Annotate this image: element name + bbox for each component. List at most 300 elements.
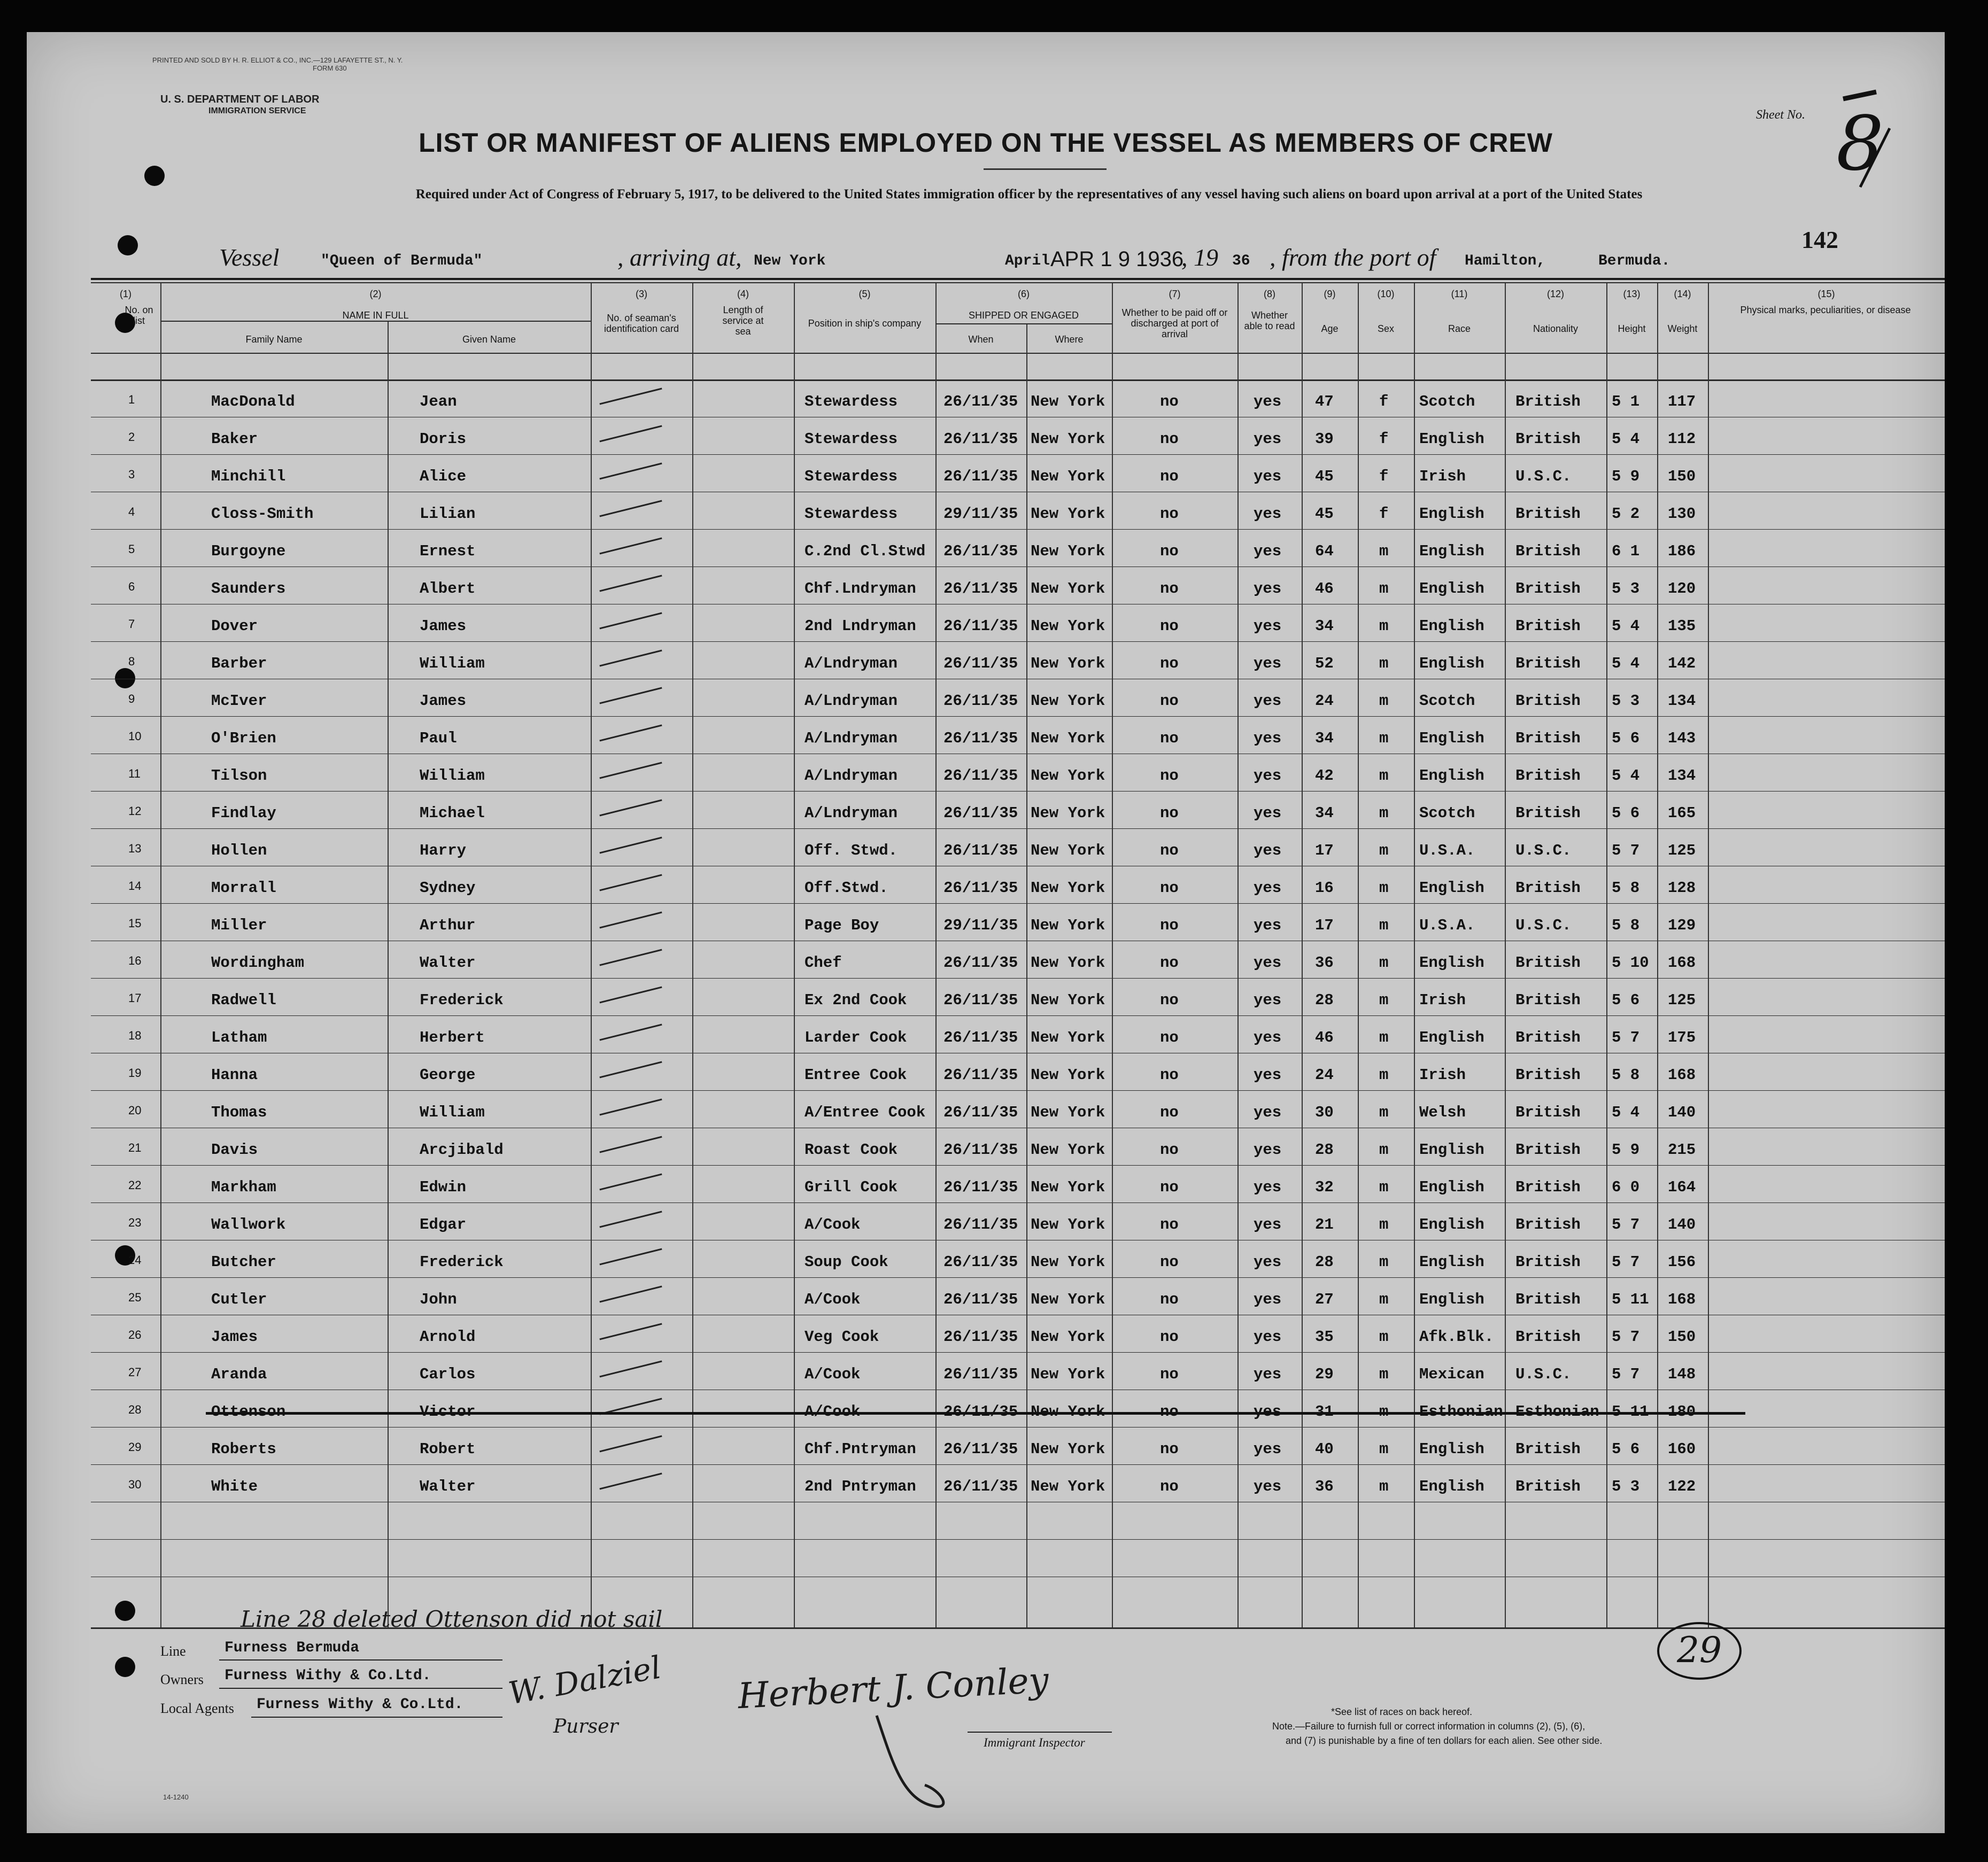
cell-shipped-where: New York [1031,468,1105,485]
cell-paid-off: no [1160,1141,1179,1159]
cell-weight: 215 [1668,1141,1696,1159]
cell-weight: 168 [1668,954,1696,972]
cell-row-number: 16 [128,954,142,967]
table-row [27,529,1945,567]
cell-position: Stewardess [805,393,898,410]
cell-sex: m [1379,1291,1389,1308]
col-num-5: (5) [858,289,871,299]
cell-given-name: Alice [420,468,467,485]
cell-shipped-when: 26/11/35 [943,1178,1018,1196]
table-row [27,641,1945,679]
table-row [27,1090,1945,1128]
col-num-3: (3) [636,289,647,299]
cell-able-to-read: yes [1254,879,1282,897]
agents-value: Furness Withy & Co.Ltd. [257,1696,463,1713]
cell-able-to-read: yes [1254,655,1282,672]
cell-age: 32 [1315,1178,1334,1196]
cell-race: English [1419,1141,1484,1159]
table-row [27,379,1945,417]
cell-paid-off: no [1160,730,1179,747]
cell-shipped-where: New York [1031,692,1105,710]
cell-height: 5 7 [1612,1253,1640,1271]
cell-weight: 142 [1668,655,1696,672]
cell-shipped-when: 26/11/35 [943,1440,1018,1458]
cell-age: 21 [1315,1216,1334,1233]
shipped-header-rule [935,323,1112,324]
cell-row-number: 8 [128,655,135,668]
seaman-id-dash [599,1436,662,1453]
cell-row-number: 2 [128,430,135,444]
sheet-label: Sheet No. [1756,108,1805,122]
cell-family-name: Thomas [211,1104,267,1121]
cell-able-to-read: yes [1254,767,1282,785]
cell-age: 28 [1315,1253,1334,1271]
cell-shipped-where: New York [1031,879,1105,897]
cell-position: Larder Cook [805,1029,907,1046]
table-row [27,866,1945,903]
cell-shipped-when: 26/11/35 [943,1328,1018,1346]
cell-position: Chf.Lndryman [805,580,916,598]
cell-height: 5 7 [1612,1366,1640,1383]
seaman-id-dash [599,1323,662,1340]
cell-race: English [1419,1178,1484,1196]
cell-height: 5 8 [1612,879,1640,897]
cell-weight: 128 [1668,879,1696,897]
cell-shipped-when: 26/11/35 [943,1253,1018,1271]
cell-race: English [1419,580,1484,598]
cell-height: 6 1 [1612,542,1640,560]
cell-nationality: British [1515,393,1581,410]
cell-age: 40 [1315,1440,1334,1458]
vessel-name: "Queen of Bermuda" [321,253,483,269]
cell-nationality: British [1515,1178,1581,1196]
col-head-weight: Weight [1667,323,1698,334]
cell-race: English [1419,505,1484,523]
cell-age: 17 [1315,917,1334,934]
seaman-id-dash [599,800,662,817]
cell-paid-off: no [1160,1178,1179,1196]
cell-height: 5 3 [1612,1478,1640,1495]
table-row [27,828,1945,866]
cell-race: English [1419,1440,1484,1458]
cell-shipped-where: New York [1031,1328,1105,1346]
cell-paid-off: no [1160,692,1179,710]
cell-family-name: Burgoyne [211,542,286,560]
cell-row-number: 19 [128,1066,142,1080]
from-port-label: , from the port of [1270,244,1436,271]
cell-age: 64 [1315,542,1334,560]
cell-position: A/Cook [805,1366,861,1383]
cell-age: 16 [1315,879,1334,897]
col-head-no-on-list: No. on list [125,305,153,326]
col-num-13: (13) [1623,289,1641,299]
cell-given-name: Frederick [420,1253,504,1271]
cell-given-name: William [420,655,485,672]
cell-given-name: Paul [420,730,457,747]
cell-shipped-when: 26/11/35 [943,1366,1018,1383]
cell-given-name: Carlos [420,1366,476,1383]
cell-weight: 150 [1668,468,1696,485]
col-num-11: (11) [1451,289,1468,299]
cell-sex: m [1379,767,1389,785]
cell-weight: 140 [1668,1216,1696,1233]
title-rule [984,168,1107,170]
cell-height: 5 2 [1612,505,1640,523]
cell-nationality: British [1515,1253,1581,1271]
cell-row-number: 23 [128,1216,142,1229]
cell-sex: m [1379,804,1389,822]
cell-shipped-when: 26/11/35 [943,1141,1018,1159]
cell-sex: m [1379,1253,1389,1271]
arriving-port: New York [754,253,826,269]
cell-paid-off: no [1160,1478,1179,1495]
cell-family-name: O'Brien [211,730,276,747]
cell-shipped-where: New York [1031,730,1105,747]
table-row [27,754,1945,791]
col-head-given-name: Given Name [462,334,516,345]
cell-age: 45 [1315,505,1334,523]
cell-race: English [1419,1291,1484,1308]
cell-sex: m [1379,542,1389,560]
cell-family-name: White [211,1478,258,1495]
table-row [27,1240,1945,1277]
cell-paid-off: no [1160,954,1179,972]
arrival-month: April [1005,253,1050,269]
cell-paid-off: no [1160,879,1179,897]
cell-position: 2nd Lndryman [805,617,916,635]
cell-race: Afk.Blk. [1419,1328,1494,1346]
cell-sex: m [1379,842,1389,859]
cell-race: English [1419,1478,1484,1495]
col-head-able-read: Whether able to read [1244,310,1295,331]
cell-given-name: Edgar [420,1216,467,1233]
cell-sex: m [1379,917,1389,934]
cell-nationality: British [1515,430,1581,448]
cell-age: 24 [1315,1066,1334,1084]
cell-family-name: Latham [211,1029,267,1046]
seaman-id-dash [599,725,662,742]
cell-height: 5 4 [1612,1104,1640,1121]
cell-shipped-where: New York [1031,580,1105,598]
cell-weight: 112 [1668,430,1696,448]
table-row [27,679,1945,716]
cell-sex: m [1379,692,1389,710]
owners-underline [219,1688,502,1689]
cell-shipped-when: 26/11/35 [943,954,1018,972]
cell-given-name: Arnold [420,1328,476,1346]
cell-sex: f [1379,430,1389,448]
cell-shipped-when: 29/11/35 [943,505,1018,523]
cell-shipped-when: 26/11/35 [943,542,1018,560]
cell-sex: m [1379,954,1389,972]
seaman-id-dash [599,1024,662,1041]
cell-weight: 150 [1668,1328,1696,1346]
cell-race: English [1419,730,1484,747]
col-head-shipped: SHIPPED OR ENGAGED [968,310,1079,321]
cell-given-name: Walter [420,1478,476,1495]
cell-shipped-where: New York [1031,505,1105,523]
cell-given-name: William [420,767,485,785]
cell-row-number: 17 [128,991,142,1005]
cell-able-to-read: yes [1254,393,1282,410]
cell-able-to-read: yes [1254,542,1282,560]
cell-able-to-read: yes [1254,505,1282,523]
cell-family-name: Minchill [211,468,286,485]
vessel-label: Vessel [219,244,280,271]
cell-position: Ex 2nd Cook [805,991,907,1009]
seaman-id-dash [599,575,662,592]
cell-race: English [1419,430,1484,448]
table-row [27,1053,1945,1090]
seaman-id-dash [599,1248,662,1266]
col-num-6: (6) [1018,289,1030,299]
cell-nationality: British [1515,954,1581,972]
col-num-15: (15) [1817,289,1835,299]
cell-shipped-where: New York [1031,1178,1105,1196]
cell-race: U.S.A. [1419,842,1475,859]
cell-shipped-when: 26/11/35 [943,617,1018,635]
cell-paid-off: no [1160,430,1179,448]
cell-shipped-where: New York [1031,430,1105,448]
cell-position: A/Lndryman [805,655,898,672]
cell-sex: m [1379,1178,1389,1196]
table-row [27,604,1945,641]
cell-weight: 122 [1668,1478,1696,1495]
cell-position: C.2nd Cl.Stwd [805,542,926,560]
cell-race: English [1419,655,1484,672]
cell-able-to-read: yes [1254,917,1282,934]
cell-position: Off.Stwd. [805,879,888,897]
seaman-id-dash [599,949,662,966]
table-row [27,1165,1945,1202]
cell-shipped-when: 26/11/35 [943,1291,1018,1308]
cell-given-name: Edwin [420,1178,467,1196]
cell-shipped-where: New York [1031,1141,1105,1159]
from-country: Bermuda. [1598,253,1670,269]
cell-height: 5 3 [1612,580,1640,598]
cell-family-name: Cutler [211,1291,267,1308]
from-port: Hamilton, [1465,253,1546,269]
table-row [27,1277,1945,1315]
cell-row-number: 4 [128,505,135,518]
cell-shipped-where: New York [1031,393,1105,410]
cell-row-number: 7 [128,617,135,631]
cell-paid-off: no [1160,917,1179,934]
table-row [27,903,1945,941]
cell-given-name: Michael [420,804,485,822]
cell-nationality: British [1515,542,1581,560]
cell-paid-off: no [1160,1328,1179,1346]
col-num-4: (4) [737,289,749,299]
cell-height: 5 6 [1612,991,1640,1009]
cell-family-name: Baker [211,430,258,448]
cell-able-to-read: yes [1254,1440,1282,1458]
cell-height: 5 6 [1612,1440,1640,1458]
cell-row-number: 13 [128,842,142,855]
cell-shipped-when: 26/11/35 [943,1216,1018,1233]
col-head-physical: Physical marks, peculiarities, or disease [1740,305,1911,315]
col-head-family-name: Family Name [245,334,303,345]
cell-weight: 175 [1668,1029,1696,1046]
cell-shipped-where: New York [1031,617,1105,635]
cell-able-to-read: yes [1254,1366,1282,1383]
col-num-12: (12) [1546,289,1564,299]
cell-age: 34 [1315,730,1334,747]
purser-title: Purser [553,1716,618,1737]
cell-paid-off: no [1160,804,1179,822]
cell-able-to-read: yes [1254,1066,1282,1084]
seaman-id-dash [599,425,662,443]
table-row [27,1015,1945,1053]
cell-given-name: Arthur [420,917,476,934]
cell-family-name: Findlay [211,804,276,822]
cell-given-name: George [420,1066,476,1084]
cell-height: 5 9 [1612,1141,1640,1159]
cell-given-name: Jean [420,393,457,410]
cell-paid-off: no [1160,580,1179,598]
cell-able-to-read: yes [1254,991,1282,1009]
table-row [27,1128,1945,1165]
cell-height: 5 4 [1612,617,1640,635]
cell-sex: m [1379,730,1389,747]
cell-shipped-when: 26/11/35 [943,730,1018,747]
cell-weight: 117 [1668,393,1696,410]
cell-weight: 148 [1668,1366,1696,1383]
cell-position: A/Lndryman [805,692,898,710]
cell-age: 39 [1315,430,1334,448]
table-row [27,716,1945,754]
cell-position: A/Lndryman [805,767,898,785]
cell-family-name: Hanna [211,1066,258,1084]
cell-nationality: British [1515,1440,1581,1458]
cell-family-name: Roberts [211,1440,276,1458]
cell-age: 35 [1315,1328,1334,1346]
cell-nationality: British [1515,1328,1581,1346]
cell-shipped-when: 26/11/35 [943,580,1018,598]
cell-weight: 143 [1668,730,1696,747]
cell-shipped-when: 26/11/35 [943,393,1018,410]
cell-nationality: British [1515,655,1581,672]
cell-able-to-read: yes [1254,1178,1282,1196]
cell-position: Chef [805,954,842,972]
cell-height: 5 10 [1612,954,1649,972]
cell-age: 27 [1315,1291,1334,1308]
cell-nationality: British [1515,879,1581,897]
seaman-id-dash [599,687,662,704]
cell-race: Irish [1419,991,1466,1009]
cell-race: English [1419,879,1484,897]
cell-shipped-where: New York [1031,1029,1105,1046]
cell-height: 5 3 [1612,692,1640,710]
printer-imprint: PRINTED AND SOLD BY H. R. ELLIOT & CO., INC.—129 LAFAYETTE ST., N. Y. FORM 630 [152,56,403,72]
cell-given-name: Lilian [420,505,476,523]
vessel-line [219,243,1881,275]
cell-shipped-when: 29/11/35 [943,917,1018,934]
cell-able-to-read: yes [1254,1328,1282,1346]
cell-weight: 165 [1668,804,1696,822]
seaman-id-dash [599,500,662,517]
cell-row-number: 30 [128,1478,142,1491]
deleted-row-strike [206,1412,1745,1415]
cell-weight: 135 [1668,617,1696,635]
cell-sex: m [1379,580,1389,598]
cell-able-to-read: yes [1254,692,1282,710]
cell-nationality: British [1515,1216,1581,1233]
cell-sex: m [1379,879,1389,897]
cell-age: 24 [1315,692,1334,710]
cell-paid-off: no [1160,1291,1179,1308]
cell-shipped-when: 26/11/35 [943,767,1018,785]
cell-row-number: 24 [128,1253,142,1267]
cell-sex: m [1379,991,1389,1009]
cell-shipped-when: 26/11/35 [943,991,1018,1009]
cell-paid-off: no [1160,1029,1179,1046]
cell-given-name: James [420,692,467,710]
table-row [27,791,1945,828]
cell-race: Mexican [1419,1366,1484,1383]
cell-shipped-where: New York [1031,954,1105,972]
cell-position: A/Entree Cook [805,1104,926,1121]
cell-paid-off: no [1160,505,1179,523]
cell-family-name: Morrall [211,879,276,897]
circled-total [1657,1622,1742,1680]
cell-row-number: 20 [128,1104,142,1117]
seaman-id-dash [599,650,662,667]
col-head-length-service: Length of service at sea [722,305,764,337]
cell-shipped-where: New York [1031,1216,1105,1233]
col-head-where: Where [1055,334,1084,345]
cell-race: English [1419,1253,1484,1271]
table-row [27,1315,1945,1352]
seaman-id-dash [599,1099,662,1116]
col-head-position: Position in ship's company [808,318,922,329]
table-row [27,1390,1945,1427]
page-number: 142 [1801,226,1838,253]
name-header-rule [160,321,591,322]
cell-sex: m [1379,1328,1389,1346]
cell-weight: 168 [1668,1291,1696,1308]
cell-sex: m [1379,1216,1389,1233]
cell-sex: m [1379,1366,1389,1383]
cell-family-name: Butcher [211,1253,276,1271]
col-head-sex: Sex [1377,323,1395,334]
cell-position: Veg Cook [805,1328,879,1346]
cell-family-name: Wallwork [211,1216,286,1233]
cell-position: Soup Cook [805,1253,888,1271]
cell-family-name: James [211,1328,258,1346]
cell-nationality: U.S.C. [1515,468,1572,485]
cell-position: 2nd Pntryman [805,1478,916,1495]
cell-nationality: British [1515,580,1581,598]
cell-shipped-where: New York [1031,1066,1105,1084]
cell-nationality: British [1515,730,1581,747]
cell-row-number: 1 [128,393,135,406]
col-num-9: (9) [1324,289,1336,299]
inspector-label: Immigrant Inspector [984,1736,1085,1749]
agents-underline [251,1717,502,1718]
seaman-id-dash [599,463,662,480]
seaman-id-dash [599,612,662,630]
seaman-id-dash [599,874,662,891]
col-head-paid-off: Whether to be paid off or discharged at port of arrival [1121,307,1228,339]
col-num-2: (2) [369,289,382,299]
cell-sex: m [1379,1478,1389,1495]
inspector-underline [968,1732,1112,1733]
cell-weight: 125 [1668,842,1696,859]
cell-given-name: Frederick [420,991,504,1009]
cell-race: Scotch [1419,393,1475,410]
cell-age: 45 [1315,468,1334,485]
